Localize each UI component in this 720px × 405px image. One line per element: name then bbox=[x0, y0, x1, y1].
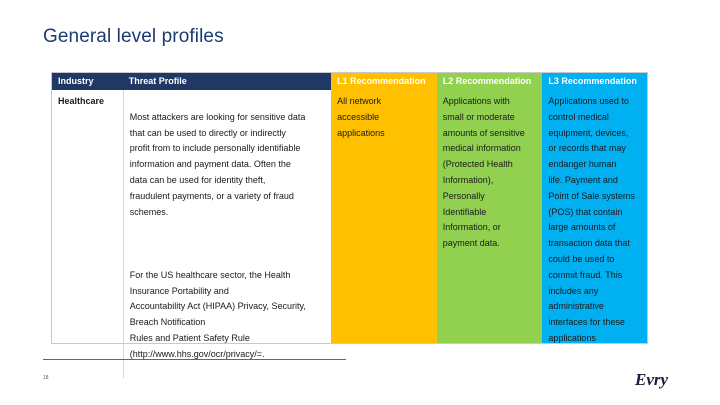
threat-column bbox=[123, 73, 331, 359]
page-title: General level profiles bbox=[43, 26, 224, 47]
cell-l3: Applications used to control medical equipment, devices, or records that may endanger human life. Payment and Point of Sale systems (POS) that contain large amounts of transaction data that could be used to commit fraud. This includes any administrative interfaces for these applications bbox=[548, 96, 635, 343]
cell-threat-profile bbox=[123, 90, 331, 378]
logo-text: Evry bbox=[635, 370, 669, 389]
threat-paragraph-1: Most attackers are looking for sensitive data that can be used to directly or indirectly profit from to include personally identifiable information and payment data. Often the data can be used for identity theft, fraudulent payments, or a variety of fraud schemes. bbox=[129, 111, 306, 217]
header-industry: Industry bbox=[52, 73, 123, 90]
l3-column bbox=[542, 73, 647, 343]
page-number: 18 bbox=[43, 375, 49, 381]
evry-logo bbox=[633, 367, 681, 391]
l2-column bbox=[437, 73, 543, 343]
cell-l1: All network accessible applications bbox=[337, 96, 385, 138]
footer-divider bbox=[43, 359, 346, 360]
l1-column bbox=[331, 73, 437, 343]
cell-l2: Applications with small or moderate amounts of sensitive medical information (Protected Health Information), Personally Identifiable Information, or payment data. bbox=[442, 96, 525, 249]
header-threat-profile: Threat Profile bbox=[123, 73, 331, 90]
header-l3: L3 Recommendation bbox=[548, 76, 637, 86]
profiles-table bbox=[51, 72, 648, 359]
industry-column bbox=[52, 73, 123, 343]
header-l2: L2 Recommendation bbox=[442, 76, 532, 86]
cell-industry: Healthcare bbox=[58, 96, 105, 106]
threat-paragraph-2: For the US healthcare sector, the Health Insurance Portability and Accountability Act (HIPAA) Privacy, Security, Breach Notification Rules and Patient Safety Rule (http://www.hhs.gov/ocr/privacy/=. bbox=[129, 269, 306, 359]
header-l1: L1 Recommendation bbox=[337, 76, 426, 86]
